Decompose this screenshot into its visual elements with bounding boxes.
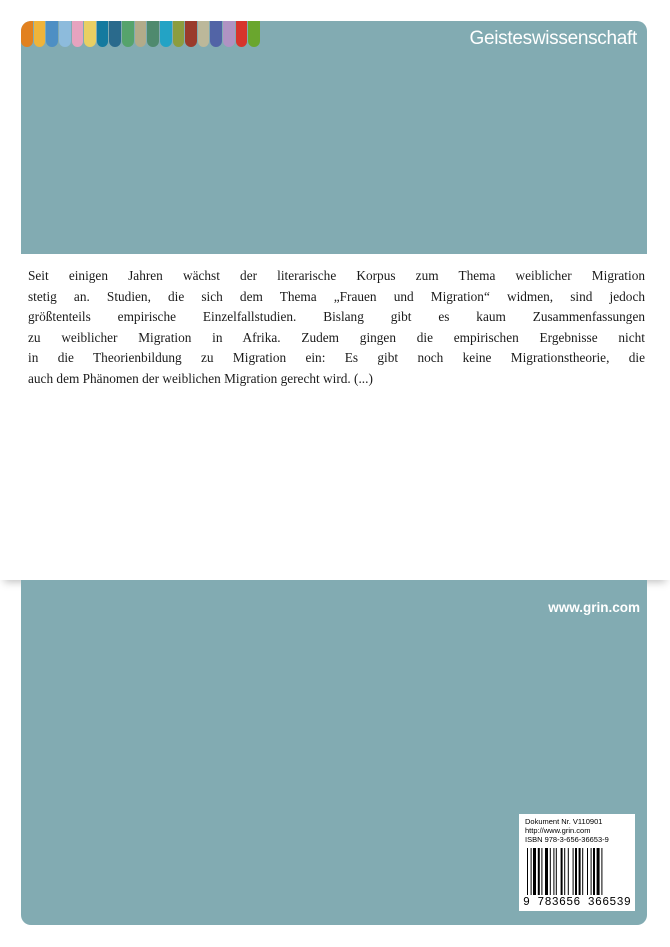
color-stripe	[97, 21, 109, 47]
barcode-bar	[545, 848, 548, 895]
color-stripe	[135, 21, 147, 47]
barcode-bars	[527, 848, 629, 895]
description-line: in die Theorienbildung zu Migration ein: Es gibt noch keine Migrationstheorie, die	[28, 350, 645, 365]
color-stripe	[109, 21, 121, 47]
barcode-bar	[550, 848, 551, 895]
color-stripe	[210, 21, 222, 47]
barcode-bar	[575, 848, 577, 895]
barcode-bar	[564, 848, 565, 895]
barcode-bar	[561, 848, 563, 895]
barcode-bar	[556, 848, 557, 895]
color-stripe	[84, 21, 96, 47]
barcode-bar	[568, 848, 569, 895]
barcode-bar	[541, 848, 542, 895]
color-stripe	[236, 21, 248, 47]
publisher-url: http://www.grin.com	[525, 826, 591, 835]
description-line: zu weiblicher Migration in Afrika. Zudem gingen die empirischen Ergebnisse nicht	[28, 329, 645, 345]
category-title: Geisteswissenschaft	[469, 28, 637, 49]
color-stripe	[173, 21, 185, 47]
top-cover-panel	[21, 21, 647, 254]
color-stripe	[160, 21, 172, 47]
color-stripe	[147, 21, 159, 47]
barcode-digits: 9 783656 366539	[523, 896, 632, 909]
website-link[interactable]: www.grin.com	[548, 600, 640, 615]
barcode-bar	[527, 848, 528, 895]
color-stripe	[122, 21, 134, 47]
barcode-label	[519, 814, 635, 911]
book-description	[28, 266, 645, 389]
barcode-bar	[553, 848, 554, 895]
description-line: Seit einigen Jahren wächst der literarische Korpus zum Thema weiblicher Migration	[28, 268, 645, 283]
barcode-bar	[601, 848, 602, 895]
barcode-bar	[579, 848, 581, 895]
barcode-bar	[597, 848, 600, 895]
description-line: größtenteils empirische Einzelfallstudien. Bislang gibt es kaum Zusammenfassungen	[28, 309, 645, 324]
barcode-bar	[573, 848, 574, 895]
color-stripe	[185, 21, 197, 47]
color-stripe	[198, 21, 210, 47]
barcode-bar	[538, 848, 540, 895]
color-stripe	[46, 21, 58, 47]
barcode-bar	[531, 848, 532, 895]
color-stripe	[223, 21, 235, 47]
color-stripe	[34, 21, 46, 47]
isbn-text: ISBN 978-3-656-36653-9	[525, 835, 609, 844]
barcode-bar	[587, 848, 588, 895]
color-stripe	[248, 21, 260, 47]
color-stripe	[72, 21, 84, 47]
barcode-bar	[593, 848, 595, 895]
color-stripe	[21, 21, 33, 47]
description-line: auch dem Phänomen der weiblichen Migration gerecht wird. (...)	[28, 370, 373, 386]
barcode-bar	[591, 848, 592, 895]
color-stripe	[59, 21, 71, 47]
document-number: Dokument Nr. V110901	[525, 817, 603, 826]
barcode-bar	[533, 848, 536, 895]
barcode-meta	[525, 817, 609, 844]
color-stripe-bar	[21, 21, 261, 47]
description-line: stetig an. Studien, die sich dem Thema „Frauen und Migration“ widmen, sind jedoch	[28, 288, 645, 304]
barcode-bar	[582, 848, 583, 895]
